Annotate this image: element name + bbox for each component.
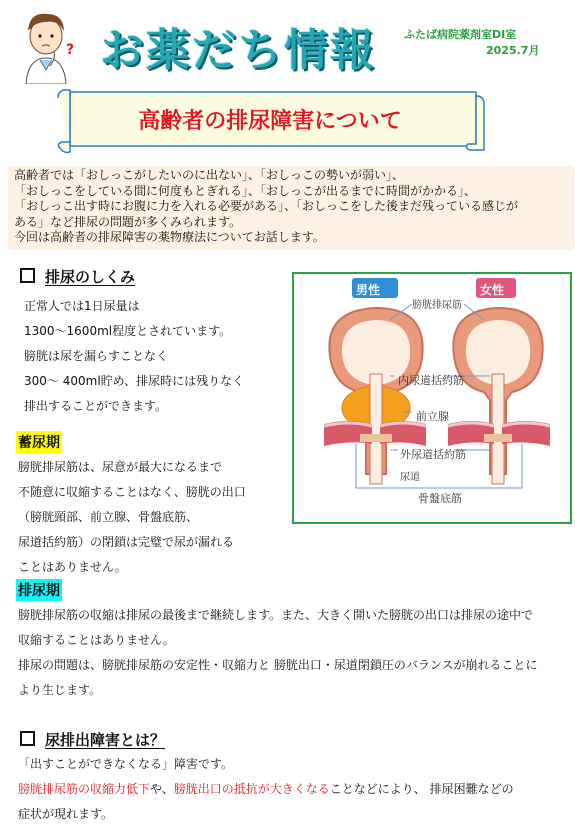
detrusor-label: 膀胱排尿筋 xyxy=(412,300,462,311)
internal-sphincter-label: 内尿道括約筋 xyxy=(398,374,464,387)
pelvic-floor-label: 骨盤底筋 xyxy=(418,492,462,505)
disorder-text xyxy=(18,752,514,827)
mechanism-line: 排出することができます。 xyxy=(24,399,168,413)
checkbox-square-icon xyxy=(20,731,35,746)
voiding-text xyxy=(18,603,537,703)
voiding-line: より生じます。 xyxy=(18,683,102,697)
storage-line: ことはありません。 xyxy=(18,560,127,574)
storage-text xyxy=(18,455,246,580)
intro-line: ある」など排尿の問題が多くみられます。 xyxy=(14,214,242,229)
disorder-line: 膀胱排尿筋の収縮力低下や、膀胱出口の抵抗が大きくなることなどにより、 排尿困難などの xyxy=(18,782,514,796)
bladder-diagram xyxy=(292,272,572,524)
male-label: 男性 xyxy=(356,283,381,297)
female-label: 女性 xyxy=(480,283,505,297)
prostate-label: 前立腺 xyxy=(416,410,449,423)
publisher: ふたば病院薬剤室DI室 xyxy=(404,28,517,41)
newsletter-title: お薬だち情報 xyxy=(100,25,376,76)
intro-text xyxy=(14,168,518,246)
disorder-line: 「出すことができなくなる」障害です。 xyxy=(18,757,234,771)
intro-line: 「おしっこをしている間に何度もとぎれる」、「おしっこが出るまでに時間がかかる」、 xyxy=(14,183,477,198)
intro-line: 高齢者では「おしっこがしたいのに出ない」、「おしっこの勢いが弱い」、 xyxy=(14,168,405,182)
voiding-line: 収縮することはありません。 xyxy=(18,633,175,647)
disorder-line: 症状が現れます。 xyxy=(18,807,114,821)
mechanism-heading: 排尿のしくみ xyxy=(20,266,135,287)
intro-line: 「おしっこ出す時にお腹に力を入れる必要がある」、「おしっこをした後まだ残っている感じが xyxy=(14,199,519,214)
storage-line: （膀胱頸部、前立腺、骨盤底筋、 xyxy=(18,510,199,524)
issue-date: 2025.7月 xyxy=(486,44,540,57)
external-sphincter-label: 外尿道括約筋 xyxy=(400,448,466,461)
storage-line: 尿道括約筋）の閉鎖は完璧で尿が漏れる xyxy=(18,535,235,549)
mechanism-line: 1300～1600ml程度とされています。 xyxy=(24,324,232,338)
voiding-line: 膀胱排尿筋の収縮は排尿の最後まで継続します。また、大きく開いた膀胱の出口は排尿の途中で xyxy=(18,608,534,622)
storage-line: 不随意に収縮することはなく、膀胱の出口 xyxy=(18,485,246,499)
banner-title: 高齢者の排尿障害について xyxy=(138,109,402,134)
disorder-highlight: 膀胱出口の抵抗が大きくなる xyxy=(173,782,330,796)
mechanism-line: 膀胱は尿を漏らすことなく xyxy=(24,349,169,363)
storage-line: 膀胱排尿筋は、尿意が最大になるまで xyxy=(18,460,223,474)
voiding-line: 排尿の問題は、膀胱排尿筋の安定性・収縮力と 膀胱出口・尿道閉鎖圧のバランスが崩れることに xyxy=(18,658,538,672)
disorder-heading: 尿排出障害とは？ xyxy=(20,729,165,750)
disorder-highlight: 膀胱排尿筋の収縮力低下 xyxy=(18,782,151,796)
checkbox-square-icon xyxy=(20,268,35,283)
question-mark-icon: ? xyxy=(66,42,75,58)
urethra-label: 尿道 xyxy=(400,472,420,483)
intro-line: 今回は高齢者の排尿障害の薬物療法についてお話します。 xyxy=(14,230,325,245)
voiding-phase-label: 排尿期 xyxy=(16,579,62,601)
storage-phase-label: 蓄尿期 xyxy=(16,431,62,453)
mechanism-line: 正常人では1日尿量は xyxy=(24,299,140,313)
mechanism-text xyxy=(24,294,244,419)
mechanism-line: 300～ 400ml貯め、排尿時には残りなく xyxy=(24,374,245,388)
